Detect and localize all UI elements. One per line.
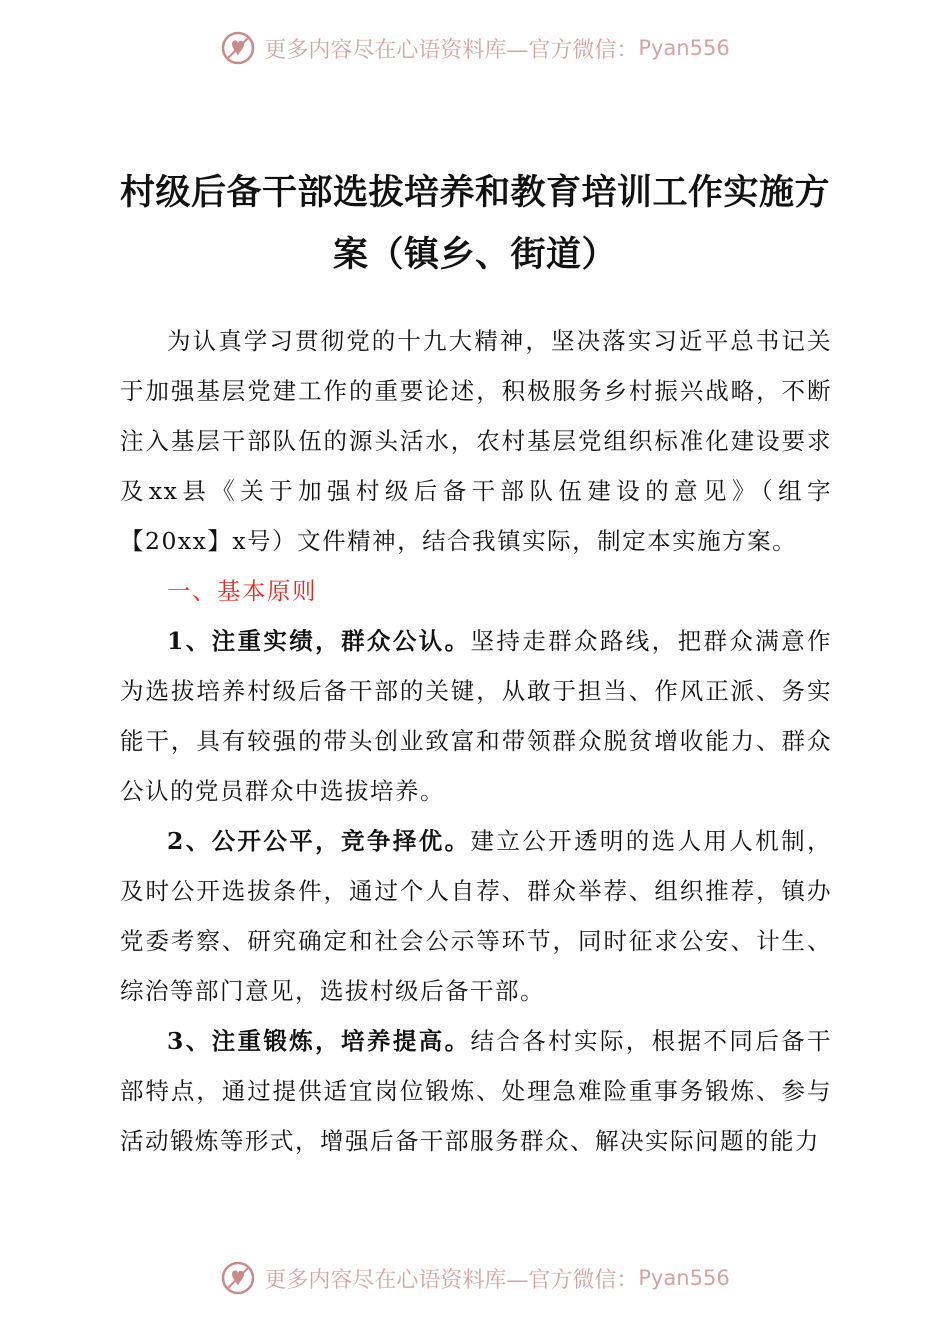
intro-paragraph: 为认真学习贯彻党的十九大精神，坚决落实习近平总书记关于加强基层党建工作的重要论述，积极服务乡村振兴战略，不断注入基层干部队伍的源头活水，农村基层党组织标准化建设要求及xx县《关于加强村级后备干部队伍建设的意见》（组字【20xx】x号）文件精神，结合我镇实际，制定本实施方案。 <box>120 327 832 555</box>
document-title: 村级后备干部选拔培养和教育培训工作实施方案（镇乡、街道） <box>119 172 830 275</box>
watermark-text: 更多内容尽在心语资料库—官方微信： <box>264 1267 639 1293</box>
watermark-wechat-id: Pyan556 <box>638 36 730 60</box>
watermark-wechat-id: Pyan556 <box>638 1266 730 1290</box>
watermark-banner-top <box>0 26 950 70</box>
heart-logo-icon <box>220 1260 256 1296</box>
principle-item <box>120 816 832 1016</box>
principle-body: 坚持走群众路线，把群众满意作为选拔培养村级后备干部的关键，从敢于担当、作风正派、务实能干，具有较强的带头创业致富和带领群众脱贫增收能力、群众公认的党员群众中选拔培养。 <box>120 627 832 805</box>
principle-lead: 2、公开公平，竞争择优。 <box>167 827 471 855</box>
principle-item <box>120 616 832 816</box>
document-body <box>120 316 832 1166</box>
heart-logo-icon <box>220 30 256 66</box>
principle-lead: 1、注重实绩，群众公认。 <box>167 627 471 655</box>
principle-body: 建立公开透明的选人用人机制，及时公开选拔条件，通过个人自荐、群众举荐、组织推荐，镇办党委考察、研究确定和社会公示等环节，同时征求公安、计生、综治等部门意见，选拔村级后备干部。 <box>120 827 832 1005</box>
watermark-text: 更多内容尽在心语资料库—官方微信： <box>264 37 639 63</box>
principle-item <box>120 1016 832 1166</box>
principle-body: 结合各村实际，根据不同后备干部特点，通过提供适宜岗位锻炼、处理急难险重事务锻炼、参与活动锻炼等形式，增强后备干部服务群众、解决实际问题的能力 <box>120 1027 832 1155</box>
watermark-banner-bottom <box>0 1256 950 1300</box>
section-heading: 一、基本原则 <box>167 577 317 605</box>
principle-lead: 3、注重锻炼，培养提高。 <box>167 1027 471 1055</box>
